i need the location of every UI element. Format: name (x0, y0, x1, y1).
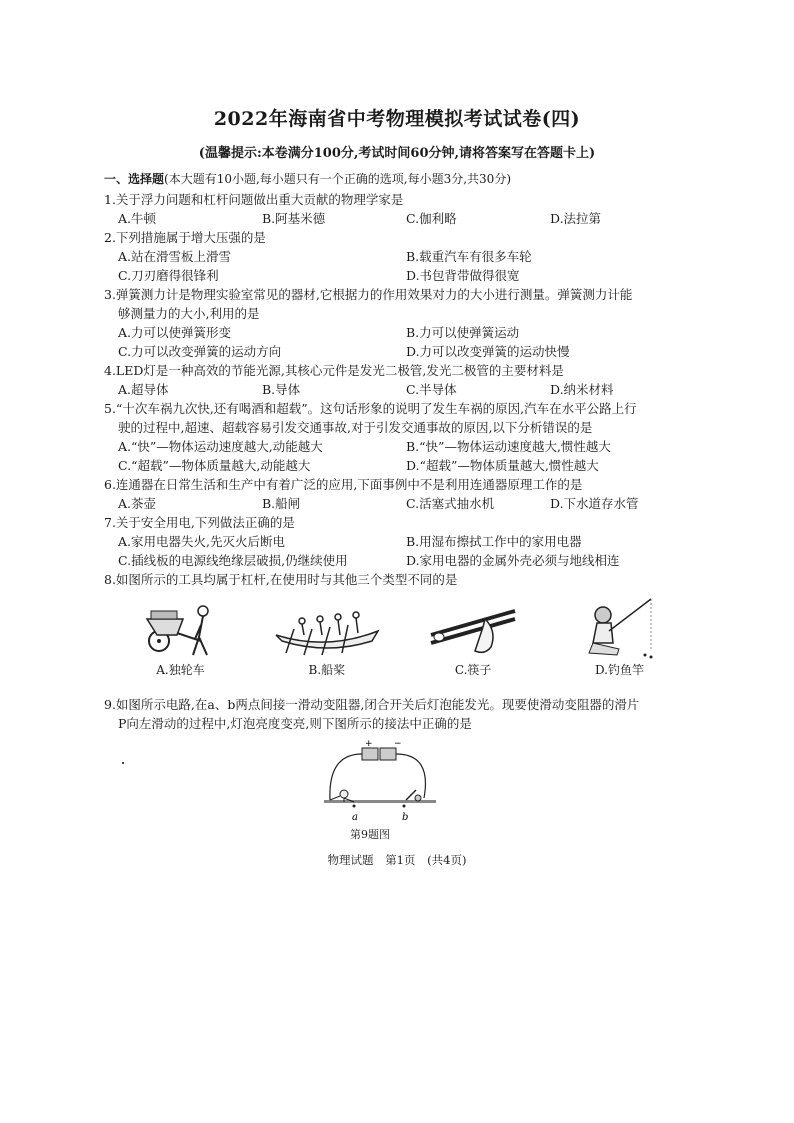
option-b: B.用湿布擦拭工作中的家用电器 (406, 534, 582, 549)
section-header (104, 170, 511, 187)
options (104, 266, 694, 285)
option-d: D.力可以改变弹簧的运动快慢 (406, 344, 570, 359)
question-stem: 2.下列措施属于增大压强的是 (104, 230, 266, 245)
figure-caption: D.钓鱼竿 (594, 663, 644, 677)
option-d: D.书包背带做得很宽 (406, 268, 520, 283)
option-a: A.茶壶 (118, 496, 157, 511)
options (104, 551, 694, 570)
option-d: D.家用电器的金属外壳必须与地线相连 (406, 553, 620, 568)
option-c: C.伽利略 (406, 211, 457, 226)
question-stem: 1.关于浮力问题和杠杆问题做出重大贡献的物理学家是 (104, 192, 404, 207)
option-c: C.插线板的电源线绝缘层破损,仍继续使用 (118, 553, 348, 568)
minus-label: − (394, 740, 402, 749)
figure-oars (264, 597, 389, 689)
question-list (104, 190, 694, 733)
question-1 (104, 190, 694, 228)
options (104, 532, 694, 551)
question-7 (104, 513, 694, 570)
question-stem: 7.关于安全用电,下列做法正确的是 (104, 515, 295, 530)
rowing-boat-icon (272, 597, 382, 659)
question-9 (104, 695, 694, 733)
option-c: C.活塞式抽水机 (406, 496, 495, 511)
question-stem-cont: 驶的过程中,超速、超载容易引发交通事故,对于引发交通事故的原因,以下分析错误的是 (118, 420, 593, 435)
question-6 (104, 475, 694, 513)
figure-caption: A.独轮车 (156, 663, 205, 677)
page-subtitle: (温馨提示:本卷满分100分,考试时间60分钟,请将答案写在答题卡上) (198, 146, 596, 161)
options (104, 380, 694, 399)
question-5 (104, 399, 694, 475)
footer-subject: 物理试题 (327, 853, 374, 867)
footer-total: (共4页) (427, 853, 467, 867)
point-b-label: b (402, 812, 409, 823)
section-note: (本大题有10小题,每小题只有一个正确的选项,每小题3分,共30分) (164, 172, 511, 186)
option-c: C.“超载”—物体质量越大,动能越大 (118, 458, 311, 473)
chopsticks-icon (427, 597, 519, 659)
options (104, 342, 694, 361)
option-d: D.“超载”—物体质量越大,惯性越大 (406, 458, 599, 473)
options (104, 247, 694, 266)
option-b: B.载重汽车有很多车轮 (406, 249, 532, 264)
question-stem-cont: P向左滑动的过程中,灯泡亮度变亮,则下图所示的接法中正确的是 (118, 716, 472, 731)
question-stem: 3.弹簧测力计是物理实验室常见的器材,它根据力的作用效果对力的大小进行测量。弹簧测力计能 (104, 287, 633, 302)
lever-figures (104, 589, 694, 689)
scan-speck (122, 762, 124, 764)
question-stem: 8.如图所示的工具均属于杠杆,在使用时与其他三个类型不同的是 (104, 572, 458, 587)
option-d: D.下水道存水管 (550, 496, 639, 511)
question-stem: 4.LED灯是一种高效的节能光源,其核心元件是发光二极管,发光二极管的主要材料是 (104, 363, 564, 378)
option-a: A.家用电器失火,先灭火后断电 (118, 534, 285, 549)
page-title: 2022年海南省中考物理模拟考试试卷(四) (213, 108, 581, 130)
circuit-diagram (320, 740, 440, 824)
options (104, 437, 694, 456)
option-d: D.法拉第 (550, 211, 602, 226)
figure-chopsticks (411, 597, 536, 689)
question-4 (104, 361, 694, 399)
point-a-label: a (352, 812, 358, 823)
option-d: D.纳米材料 (550, 382, 614, 397)
options (104, 494, 694, 513)
option-b: B.力可以使弹簧运动 (406, 325, 520, 340)
options (104, 456, 694, 475)
option-b: B.阿基米德 (262, 211, 326, 226)
option-b: B.船闸 (262, 496, 301, 511)
option-c: C.力可以改变弹簧的运动方向 (118, 344, 282, 359)
page-footer (0, 852, 794, 868)
option-a: A.站在滑雪板上滑雪 (118, 249, 232, 264)
question-3 (104, 285, 694, 361)
figure-wheelbarrow (118, 597, 243, 689)
option-a: A.力可以使弹簧形变 (118, 325, 232, 340)
question-8 (104, 570, 694, 689)
option-c: C.半导体 (406, 382, 457, 397)
footer-page: 第1页 (385, 853, 416, 867)
option-b: B.“快”—物体运动速度越大,惯性越大 (406, 439, 611, 454)
question-stem: 6.连通器在日常生活和生产中有着广泛的应用,下面事例中不是利用连通器原理工作的是 (104, 477, 583, 492)
question-2 (104, 228, 694, 285)
options (104, 323, 694, 342)
plus-label: + (365, 740, 373, 749)
question-stem: 9.如图所示电路,在a、b两点间接一滑动变阻器,闭合开关后灯泡能发光。现要使滑动变阻器的滑片 (104, 697, 640, 712)
figure-caption: C.筷子 (454, 663, 492, 677)
fishing-rod-icon (579, 597, 659, 659)
option-a: A.牛顿 (118, 211, 157, 226)
figure-fishing-rod (557, 597, 682, 689)
option-a: A.“快”—物体运动速度越大,动能越大 (118, 439, 323, 454)
question-stem-cont: 够测量力的大小,利用的是 (118, 306, 260, 321)
wheelbarrow-icon (139, 597, 223, 659)
option-b: B.导体 (262, 382, 301, 397)
section-label: 一、选择题 (104, 172, 165, 186)
option-c: C.刀刃磨得很锋利 (118, 268, 219, 283)
option-a: A.超导体 (118, 382, 169, 397)
options (104, 209, 694, 228)
question-stem: 5.“十次车祸九次快,还有喝酒和超载”。这句话形象的说明了发生车祸的原因,汽车在水平公路上行 (104, 401, 637, 416)
circuit-caption: 第9题图 (350, 828, 390, 841)
circuit-figure (320, 740, 440, 828)
figure-caption: B.船桨 (308, 663, 346, 677)
